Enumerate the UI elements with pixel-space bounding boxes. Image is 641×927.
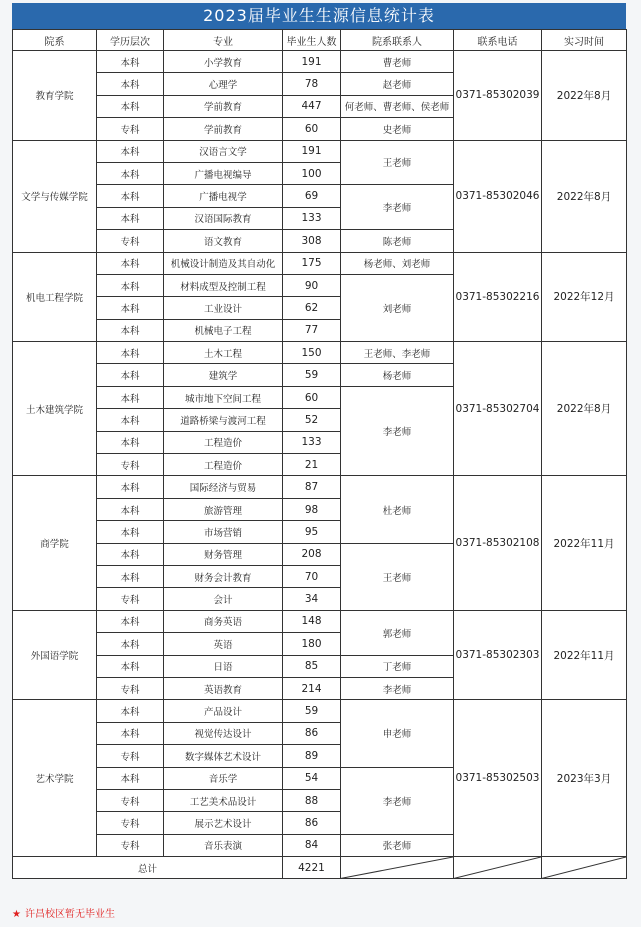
college-name: 土木建筑学院 [13, 342, 97, 476]
degree-level: 本科 [97, 274, 164, 296]
contact-person: 杨老师、刘老师 [341, 252, 454, 274]
degree-level: 本科 [97, 633, 164, 655]
major-name: 工艺美术品设计 [164, 789, 283, 811]
major-name: 展示艺术设计 [164, 812, 283, 834]
graduate-count: 21 [283, 454, 341, 476]
college-name: 文学与传媒学院 [13, 140, 97, 252]
footnote-text: 许昌校区暂无毕业生 [24, 909, 115, 920]
graduate-count: 60 [283, 118, 341, 140]
degree-level: 本科 [97, 409, 164, 431]
graduate-count: 85 [283, 655, 341, 677]
contact-person: 陈老师 [341, 230, 454, 252]
internship-time: 2022年8月 [542, 51, 627, 141]
major-name: 音乐表演 [164, 834, 283, 856]
graduate-count: 69 [283, 185, 341, 207]
graduate-count: 59 [283, 364, 341, 386]
major-name: 英语 [164, 633, 283, 655]
empty-diagonal-cell [454, 857, 542, 879]
stats-sheet [12, 3, 626, 879]
major-name: 日语 [164, 655, 283, 677]
degree-level: 专科 [97, 834, 164, 856]
col-header: 实习时间 [542, 30, 627, 51]
degree-level: 专科 [97, 118, 164, 140]
graduate-table [12, 29, 627, 879]
major-name: 建筑学 [164, 364, 283, 386]
major-name: 工程造价 [164, 454, 283, 476]
major-name: 汉语国际教育 [164, 207, 283, 229]
major-name: 数字媒体艺术设计 [164, 745, 283, 767]
major-name: 英语教育 [164, 677, 283, 699]
graduate-count: 88 [283, 789, 341, 811]
graduate-count: 100 [283, 162, 341, 184]
contact-phone: 0371-85302216 [454, 252, 542, 342]
internship-time: 2023年3月 [542, 700, 627, 857]
graduate-count: 86 [283, 722, 341, 744]
major-name: 财务管理 [164, 543, 283, 565]
internship-time: 2022年12月 [542, 252, 627, 342]
major-name: 市场营销 [164, 521, 283, 543]
graduate-count: 133 [283, 431, 341, 453]
table-row [13, 700, 627, 722]
degree-level: 专科 [97, 677, 164, 699]
major-name: 财务会计教育 [164, 565, 283, 587]
internship-time: 2022年8月 [542, 342, 627, 476]
college-name: 商学院 [13, 476, 97, 610]
col-header: 专业 [164, 30, 283, 51]
major-name: 商务英语 [164, 610, 283, 632]
degree-level: 本科 [97, 297, 164, 319]
table-row [13, 252, 627, 274]
major-name: 小学教育 [164, 51, 283, 73]
graduate-count: 77 [283, 319, 341, 341]
graduate-count: 308 [283, 230, 341, 252]
graduate-count: 191 [283, 51, 341, 73]
major-name: 视觉传达设计 [164, 722, 283, 744]
degree-level: 本科 [97, 207, 164, 229]
graduate-count: 133 [283, 207, 341, 229]
degree-level: 本科 [97, 140, 164, 162]
internship-time: 2022年11月 [542, 476, 627, 610]
degree-level: 本科 [97, 364, 164, 386]
star-icon: ★ [12, 909, 21, 920]
degree-level: 本科 [97, 95, 164, 117]
major-name: 广播电视编导 [164, 162, 283, 184]
col-header: 联系电话 [454, 30, 542, 51]
table-body [13, 51, 627, 857]
graduate-count: 87 [283, 476, 341, 498]
graduate-count: 98 [283, 498, 341, 520]
degree-level: 专科 [97, 230, 164, 252]
graduate-count: 59 [283, 700, 341, 722]
degree-level: 专科 [97, 454, 164, 476]
contact-person: 刘老师 [341, 274, 454, 341]
college-name: 教育学院 [13, 51, 97, 141]
table-row [13, 342, 627, 364]
graduate-count: 70 [283, 565, 341, 587]
degree-level: 本科 [97, 700, 164, 722]
degree-level: 专科 [97, 588, 164, 610]
contact-person: 王老师、李老师 [341, 342, 454, 364]
total-label: 总计 [13, 857, 283, 879]
graduate-count: 54 [283, 767, 341, 789]
contact-person: 曹老师 [341, 51, 454, 73]
contact-person: 张老师 [341, 834, 454, 856]
contact-person: 杜老师 [341, 476, 454, 543]
degree-level: 专科 [97, 745, 164, 767]
header-row [13, 30, 627, 51]
college-name: 外国语学院 [13, 610, 97, 700]
graduate-count: 89 [283, 745, 341, 767]
contact-person: 李老师 [341, 677, 454, 699]
degree-level: 本科 [97, 655, 164, 677]
total-count: 4221 [283, 857, 341, 879]
graduate-count: 208 [283, 543, 341, 565]
degree-level: 本科 [97, 73, 164, 95]
degree-level: 本科 [97, 565, 164, 587]
internship-time: 2022年11月 [542, 610, 627, 700]
major-name: 心理学 [164, 73, 283, 95]
contact-person: 杨老师 [341, 364, 454, 386]
major-name: 语文教育 [164, 230, 283, 252]
page-title: 2023届毕业生生源信息统计表 [12, 3, 626, 29]
major-name: 材料成型及控制工程 [164, 274, 283, 296]
major-name: 产品设计 [164, 700, 283, 722]
graduate-count: 148 [283, 610, 341, 632]
degree-level: 本科 [97, 767, 164, 789]
college-name: 机电工程学院 [13, 252, 97, 342]
total-row [13, 857, 627, 879]
graduate-count: 191 [283, 140, 341, 162]
major-name: 工程造价 [164, 431, 283, 453]
major-name: 汉语言文学 [164, 140, 283, 162]
footnote [12, 905, 115, 920]
degree-level: 专科 [97, 789, 164, 811]
graduate-count: 180 [283, 633, 341, 655]
graduate-count: 60 [283, 386, 341, 408]
col-header: 院系联系人 [341, 30, 454, 51]
contact-phone: 0371-85302039 [454, 51, 542, 141]
empty-diagonal-cell [341, 857, 454, 879]
col-header: 院系 [13, 30, 97, 51]
degree-level: 专科 [97, 812, 164, 834]
degree-level: 本科 [97, 543, 164, 565]
degree-level: 本科 [97, 342, 164, 364]
contact-person: 丁老师 [341, 655, 454, 677]
major-name: 道路桥梁与渡河工程 [164, 409, 283, 431]
table-row [13, 610, 627, 632]
graduate-count: 214 [283, 677, 341, 699]
internship-time: 2022年8月 [542, 140, 627, 252]
degree-level: 本科 [97, 610, 164, 632]
major-name: 旅游管理 [164, 498, 283, 520]
graduate-count: 86 [283, 812, 341, 834]
contact-person: 李老师 [341, 185, 454, 230]
major-name: 土木工程 [164, 342, 283, 364]
contact-phone: 0371-85302303 [454, 610, 542, 700]
contact-phone: 0371-85302046 [454, 140, 542, 252]
major-name: 学前教育 [164, 95, 283, 117]
contact-person: 王老师 [341, 543, 454, 610]
major-name: 工业设计 [164, 297, 283, 319]
degree-level: 本科 [97, 476, 164, 498]
major-name: 国际经济与贸易 [164, 476, 283, 498]
degree-level: 本科 [97, 319, 164, 341]
table-row [13, 51, 627, 73]
major-name: 城市地下空间工程 [164, 386, 283, 408]
contact-phone: 0371-85302704 [454, 342, 542, 476]
degree-level: 本科 [97, 431, 164, 453]
major-name: 音乐学 [164, 767, 283, 789]
table-row [13, 476, 627, 498]
contact-person: 李老师 [341, 386, 454, 476]
contact-person: 赵老师 [341, 73, 454, 95]
degree-level: 本科 [97, 185, 164, 207]
table-row [13, 140, 627, 162]
contact-phone: 0371-85302503 [454, 700, 542, 857]
empty-diagonal-cell [542, 857, 627, 879]
college-name: 艺术学院 [13, 700, 97, 857]
major-name: 学前教育 [164, 118, 283, 140]
graduate-count: 95 [283, 521, 341, 543]
degree-level: 本科 [97, 722, 164, 744]
contact-person: 李老师 [341, 767, 454, 834]
major-name: 机械设计制造及其自动化 [164, 252, 283, 274]
major-name: 广播电视学 [164, 185, 283, 207]
degree-level: 本科 [97, 51, 164, 73]
graduate-count: 52 [283, 409, 341, 431]
contact-person: 申老师 [341, 700, 454, 767]
graduate-count: 34 [283, 588, 341, 610]
degree-level: 本科 [97, 252, 164, 274]
graduate-count: 150 [283, 342, 341, 364]
col-header: 毕业生人数 [283, 30, 341, 51]
graduate-count: 84 [283, 834, 341, 856]
col-header: 学历层次 [97, 30, 164, 51]
major-name: 会计 [164, 588, 283, 610]
contact-person: 郭老师 [341, 610, 454, 655]
degree-level: 本科 [97, 386, 164, 408]
degree-level: 本科 [97, 498, 164, 520]
contact-person: 何老师、曹老师、侯老师 [341, 95, 454, 117]
contact-person: 王老师 [341, 140, 454, 185]
major-name: 机械电子工程 [164, 319, 283, 341]
contact-phone: 0371-85302108 [454, 476, 542, 610]
graduate-count: 175 [283, 252, 341, 274]
degree-level: 本科 [97, 521, 164, 543]
graduate-count: 78 [283, 73, 341, 95]
degree-level: 本科 [97, 162, 164, 184]
graduate-count: 90 [283, 274, 341, 296]
graduate-count: 62 [283, 297, 341, 319]
contact-person: 史老师 [341, 118, 454, 140]
graduate-count: 447 [283, 95, 341, 117]
